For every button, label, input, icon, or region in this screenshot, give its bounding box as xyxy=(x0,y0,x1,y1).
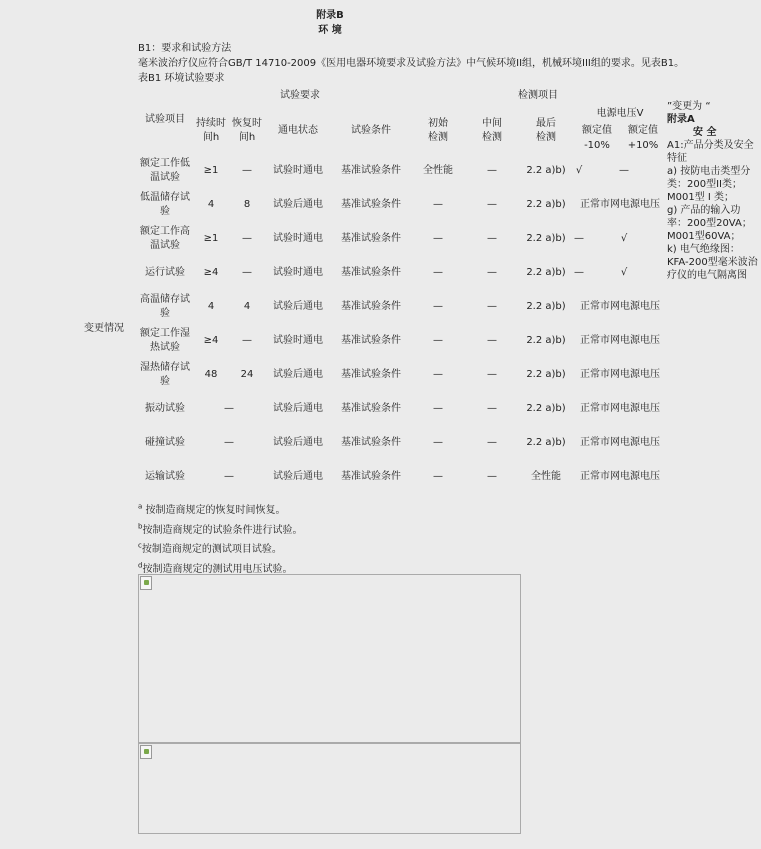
row-test-item-line: 验 xyxy=(160,308,170,319)
row-duration: ≥1 xyxy=(203,165,219,176)
change-note-line5: a) 按防电击类型分类：200型II类；M001型 I 类； xyxy=(667,166,751,203)
row-final: 2.2 a)b) xyxy=(526,165,566,176)
header-duration-1: 持续时 xyxy=(196,118,226,129)
row-power-state: 试验时通电 xyxy=(273,165,323,176)
footnote-c-text: 按制造商规定的测试项目试验。 xyxy=(141,544,282,555)
row-duration: ≥4 xyxy=(203,335,219,346)
row-test-conditions: 基准试验条件 xyxy=(341,199,401,210)
row-test-item xyxy=(134,157,196,185)
footnote-d-mark: d xyxy=(138,561,143,570)
row-middle: — xyxy=(487,335,497,346)
header-initial-1: 初始 xyxy=(428,118,448,129)
row-supply-voltage: 正常市网电源电压 xyxy=(580,369,660,380)
row-recovery: 24 xyxy=(240,369,254,380)
image-placeholder-2 xyxy=(138,743,521,834)
row-duration-recovery: — xyxy=(224,403,234,414)
row-final: 2.2 a)b) xyxy=(526,233,566,244)
row-test-item-line: 低温储存试 xyxy=(140,192,190,203)
row-final: 2.2 a)b) xyxy=(526,267,566,278)
change-note-line7: k) 电气绝缘图：KFA-200型毫米波治疗仪的电气隔离图 xyxy=(667,244,758,281)
row-supply-voltage: 正常市网电源电压 xyxy=(580,403,660,414)
row-duration: ≥4 xyxy=(203,267,219,278)
row-test-item-line: 验 xyxy=(160,376,170,387)
row-duration-recovery: — xyxy=(224,471,234,482)
row-recovery: — xyxy=(242,335,252,346)
footnote-b xyxy=(138,521,302,541)
row-test-item-line: 温试验 xyxy=(150,172,180,183)
row-middle: — xyxy=(487,471,497,482)
row-power-state: 试验时通电 xyxy=(273,335,323,346)
row-recovery: 4 xyxy=(243,301,251,312)
row-test-item-line: 额定工作低 xyxy=(140,158,190,169)
row-middle: — xyxy=(487,233,497,244)
row-test-item-line: 运行试验 xyxy=(145,267,185,278)
footnote-b-text: 按制造商规定的试验条件进行试验。 xyxy=(142,524,303,536)
row-test-item-line: 高温储存试 xyxy=(140,294,190,305)
row-middle: — xyxy=(487,301,497,312)
row-duration: 4 xyxy=(207,199,215,210)
row-test-item xyxy=(134,436,196,450)
header-recovery-2: 间h xyxy=(238,132,256,143)
row-power-state: 试验后通电 xyxy=(273,403,323,414)
row-initial: — xyxy=(433,199,443,210)
row-test-item xyxy=(134,225,196,253)
row-rated-minus: √ xyxy=(575,165,583,176)
header-middle-2: 检测 xyxy=(482,132,502,143)
header-recovery-1: 恢复时 xyxy=(232,118,262,129)
broken-image-icon xyxy=(140,745,152,759)
row-rated-minus: — xyxy=(574,233,584,244)
broken-image-icon xyxy=(140,576,152,590)
row-test-item-line: 振动试验 xyxy=(145,403,185,414)
header-rated-minus-1: 额定值 xyxy=(582,125,612,136)
appendix-subtitle: 环 境 xyxy=(318,25,342,36)
header-final-1: 最后 xyxy=(536,118,556,129)
header-measurement-items: 检测项目 xyxy=(518,90,558,101)
row-test-item xyxy=(134,266,196,280)
row-middle: — xyxy=(487,199,497,210)
row-test-item-line: 湿热储存试 xyxy=(140,362,190,373)
row-test-item xyxy=(134,470,196,484)
row-middle: — xyxy=(487,267,497,278)
header-supply-voltage: 电源电压V xyxy=(596,108,644,119)
row-duration: ≥1 xyxy=(203,233,219,244)
row-supply-voltage: 正常市网电源电压 xyxy=(580,437,660,448)
appendix-title: 附录B xyxy=(316,10,344,21)
footnote-c-mark: c xyxy=(138,541,142,550)
row-test-item-line: 运输试验 xyxy=(145,471,185,482)
row-middle: — xyxy=(487,165,497,176)
row-test-conditions: 基准试验条件 xyxy=(341,301,401,312)
row-power-state: 试验后通电 xyxy=(273,437,323,448)
footnote-a-mark: a xyxy=(138,502,143,511)
header-test-conditions: 试验条件 xyxy=(351,125,391,136)
row-final: 2.2 a)b) xyxy=(526,403,566,414)
side-label: 变更情况 xyxy=(84,323,124,334)
change-note-line3: 安 全 xyxy=(693,127,717,138)
row-initial: — xyxy=(433,403,443,414)
row-power-state: 试验时通电 xyxy=(273,233,323,244)
row-test-item-line: 温试验 xyxy=(150,240,180,251)
footnote-d-text: 按制造商规定的测试用电压试验。 xyxy=(142,563,293,575)
row-initial: — xyxy=(433,335,443,346)
row-supply-voltage: 正常市网电源电压 xyxy=(580,335,660,346)
row-test-conditions: 基准试验条件 xyxy=(341,369,401,380)
row-recovery: — xyxy=(242,233,252,244)
footnote-a xyxy=(138,501,302,521)
row-test-conditions: 基准试验条件 xyxy=(341,233,401,244)
row-middle: — xyxy=(487,437,497,448)
header-middle-1: 中间 xyxy=(482,118,502,129)
row-test-conditions: 基准试验条件 xyxy=(341,403,401,414)
row-power-state: 试验时通电 xyxy=(273,267,323,278)
row-rated-minus: — xyxy=(574,267,584,278)
row-rated-plus: √ xyxy=(620,267,628,278)
row-recovery: — xyxy=(242,267,252,278)
row-rated-plus: √ xyxy=(620,233,628,244)
change-note-line4: A1:产品分类及安全特征 xyxy=(667,140,754,164)
row-final: 2.2 a)b) xyxy=(526,369,566,380)
header-rated-plus-1: 额定值 xyxy=(628,125,658,136)
row-test-item-line: 额定工作高 xyxy=(140,226,190,237)
row-test-item xyxy=(134,327,196,355)
row-initial: — xyxy=(433,233,443,244)
row-supply-voltage: 正常市网电源电压 xyxy=(580,471,660,482)
row-test-item xyxy=(134,293,196,321)
header-duration-2: 间h xyxy=(202,132,220,143)
row-test-conditions: 基准试验条件 xyxy=(341,267,401,278)
row-test-item-line: 额定工作湿 xyxy=(140,328,190,339)
row-test-item-line: 热试验 xyxy=(150,342,180,353)
header-final-2: 检测 xyxy=(536,132,556,143)
header-power-state: 通电状态 xyxy=(278,125,318,136)
row-power-state: 试验后通电 xyxy=(273,301,323,312)
row-test-item-line: 碰撞试验 xyxy=(145,437,185,448)
footnotes xyxy=(138,501,302,579)
row-test-item xyxy=(134,402,196,416)
row-duration: 48 xyxy=(204,369,218,380)
row-initial: — xyxy=(433,267,443,278)
row-power-state: 试验后通电 xyxy=(273,471,323,482)
row-power-state: 试验后通电 xyxy=(273,199,323,210)
row-initial: — xyxy=(433,369,443,380)
change-note xyxy=(667,100,759,282)
row-test-conditions: 基准试验条件 xyxy=(341,471,401,482)
row-recovery: — xyxy=(242,165,252,176)
row-duration-recovery: — xyxy=(224,437,234,448)
row-rated-plus: — xyxy=(619,165,629,176)
row-initial: 全性能 xyxy=(423,165,453,176)
row-test-conditions: 基准试验条件 xyxy=(341,165,401,176)
row-test-item xyxy=(134,361,196,389)
header-initial-2: 检测 xyxy=(428,132,448,143)
row-test-conditions: 基准试验条件 xyxy=(341,437,401,448)
row-middle: — xyxy=(487,403,497,414)
change-note-line2: 附录A xyxy=(667,114,695,125)
change-note-line1: ”变更为 “ xyxy=(667,101,711,112)
row-final: 2.2 a)b) xyxy=(526,199,566,210)
row-recovery: 8 xyxy=(243,199,251,210)
row-duration: 4 xyxy=(207,301,215,312)
section-text: 毫米波治疗仪应符合GB/T 14710-2009《医用电器环境要求及试验方法》中气候环境II组，机械环境III组的要求。见表B1。 xyxy=(138,58,685,69)
header-test-requirements: 试验要求 xyxy=(280,90,320,101)
row-power-state: 试验后通电 xyxy=(273,369,323,380)
header-test-item: 试验项目 xyxy=(145,114,185,125)
footnote-a-text: 按制造商规定的恢复时间恢复。 xyxy=(142,505,286,516)
row-final: 2.2 a)b) xyxy=(526,335,566,346)
row-supply-voltage: 正常市网电源电压 xyxy=(580,199,660,210)
row-test-item-line: 验 xyxy=(160,206,170,217)
section-heading: B1：要求和试验方法 xyxy=(138,43,232,54)
row-final: 全性能 xyxy=(531,471,561,482)
row-middle: — xyxy=(487,369,497,380)
footnote-c xyxy=(138,540,302,560)
change-note-line6: g) 产品的输入功率：200型20VA；M001型60VA； xyxy=(667,205,752,242)
row-initial: — xyxy=(433,437,443,448)
row-supply-voltage: 正常市网电源电压 xyxy=(580,301,660,312)
row-initial: — xyxy=(433,301,443,312)
row-test-item xyxy=(134,191,196,219)
table-caption: 表B1 环境试验要求 xyxy=(138,73,225,84)
image-placeholder-1 xyxy=(138,574,521,743)
header-rated-plus-2: +10% xyxy=(627,140,659,151)
row-final: 2.2 a)b) xyxy=(526,301,566,312)
footnote-b-mark: b xyxy=(138,522,143,531)
header-rated-minus-2: -10% xyxy=(584,140,610,151)
row-test-conditions: 基准试验条件 xyxy=(341,335,401,346)
row-initial: — xyxy=(433,471,443,482)
row-final: 2.2 a)b) xyxy=(526,437,566,448)
